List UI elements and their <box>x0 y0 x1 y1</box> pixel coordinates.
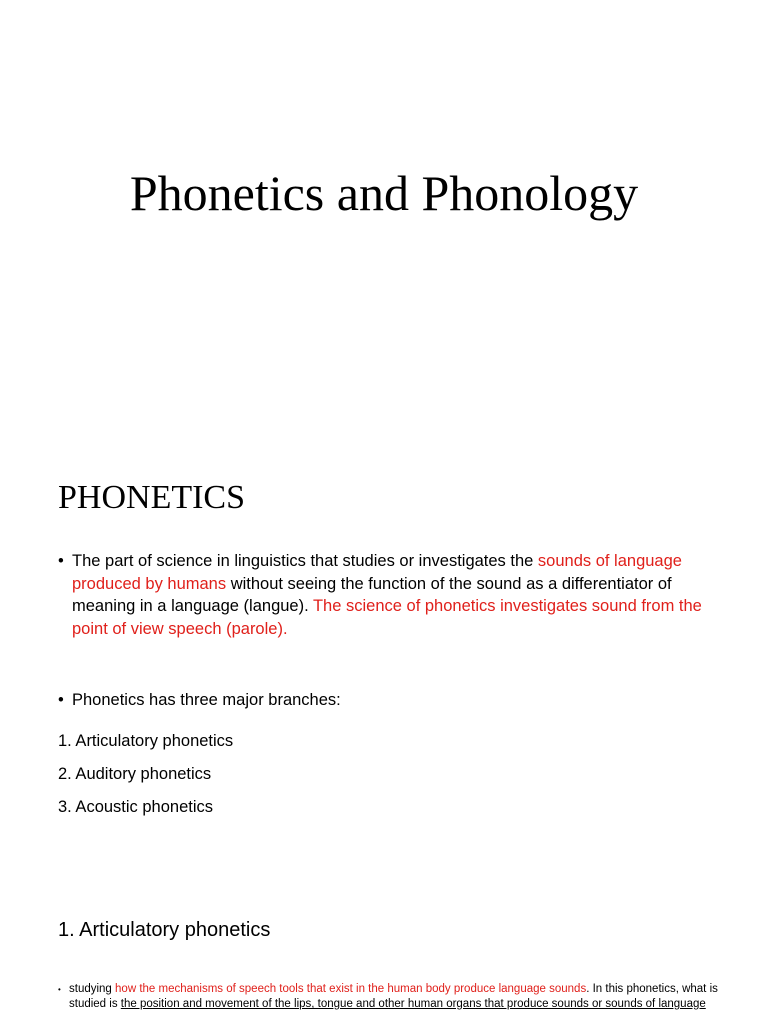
list-item-auditory: 2. Auditory phonetics <box>58 765 212 783</box>
slide-articulatory <box>0 864 768 1024</box>
articulatory-text-a: studying <box>69 983 116 995</box>
bullet-dot-icon: • <box>58 691 64 709</box>
presentation-title: Phonetics and Phonology <box>129 165 639 221</box>
slide-phonetics <box>0 432 768 864</box>
slide-title <box>0 0 768 432</box>
bullet-articulatory-description <box>58 982 718 1012</box>
slide-heading-phonetics: PHONETICS <box>58 479 246 516</box>
articulatory-highlight: how the mechanisms of speech tools that exist in the human body produce language sounds <box>115 983 587 995</box>
definition-highlight-b: The science of phonetics investigates sound from the point of view speech (parole). <box>72 597 702 638</box>
slide-heading-articulatory: 1. Articulatory phonetics <box>58 919 271 941</box>
branches-intro-text: Phonetics has three major branches: <box>72 691 341 709</box>
definition-highlight-a: sounds of language produced by humans <box>72 552 682 593</box>
list-item-articulatory: 1. Articulatory phonetics <box>58 732 234 750</box>
bullet-definition <box>58 550 718 640</box>
list-item-acoustic: 3. Acoustic phonetics <box>58 798 214 816</box>
definition-text-a: The part of science in linguistics that studies or investigates the <box>72 552 538 570</box>
articulatory-underlined: the position and movement of the lips, tongue and other human organs that produce sounds or sounds of language <box>120 998 706 1010</box>
definition-text-b: without seeing the function of the sound as a differentiator of meaning in a language (langue). <box>72 574 672 615</box>
bullet-dot-icon: • <box>58 552 64 570</box>
articulatory-text-b: . In this phonetics, what is studied is <box>69 983 718 1010</box>
bullet-dot-icon: • <box>58 985 61 994</box>
bullet-branches-intro <box>58 689 718 712</box>
